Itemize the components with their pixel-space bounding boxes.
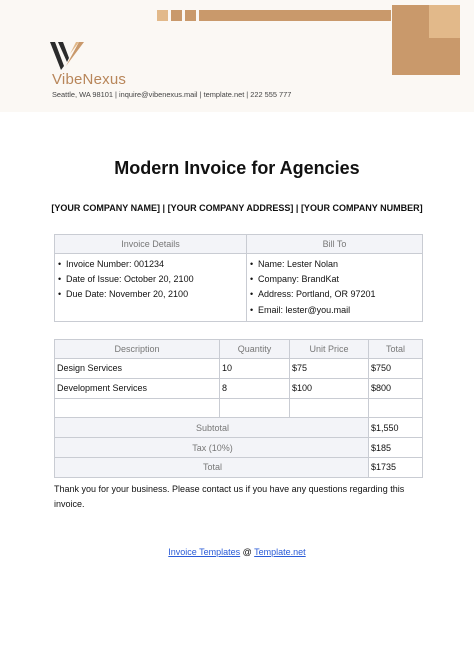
decor-block-inner xyxy=(429,5,460,38)
subtotal-row xyxy=(55,418,423,438)
invoice-templates-link[interactable]: Invoice Templates xyxy=(168,547,241,557)
invoice-details-table xyxy=(54,234,423,322)
cell-total: $750 xyxy=(369,359,423,379)
cell-description xyxy=(55,398,220,418)
decor-bar xyxy=(199,10,391,21)
subtotal-value: $1,550 xyxy=(369,418,423,438)
total-row xyxy=(55,457,423,477)
cell-description: Development Services xyxy=(55,378,220,398)
bill-address: • Address: Portland, OR 97201 xyxy=(250,287,422,302)
column-header-total: Total xyxy=(369,340,423,359)
tax-row xyxy=(55,438,423,458)
tax-value: $185 xyxy=(369,438,423,458)
cell-quantity: 8 xyxy=(220,378,290,398)
cell-unit-price: $75 xyxy=(290,359,369,379)
decor-square xyxy=(157,10,168,21)
brand-contact: Seattle, WA 98101 | inquire@vibenexus.mail | template.net | 222 555 777 xyxy=(52,90,292,99)
bill-name: • Name: Lester Nolan xyxy=(250,257,422,272)
due-date: • Due Date: November 20, 2100 xyxy=(58,287,246,302)
table-row xyxy=(55,359,423,379)
invoice-number: • Invoice Number: 001234 xyxy=(58,257,246,272)
thank-you-note: Thank you for your business. Please contact us if you have any questions regarding this invoice. xyxy=(54,484,405,509)
footer xyxy=(0,547,474,557)
page-title: Modern Invoice for Agencies xyxy=(114,158,360,178)
cell-total xyxy=(369,398,423,418)
column-header-unit-price: Unit Price xyxy=(290,340,369,359)
footer-separator: @ xyxy=(240,547,255,557)
total-label: Total xyxy=(55,457,369,477)
decor-square xyxy=(185,10,196,21)
decor-square xyxy=(171,10,182,21)
column-header-quantity: Quantity xyxy=(220,340,290,359)
cell-quantity: 10 xyxy=(220,359,290,379)
tax-label: Tax (10%) xyxy=(55,438,369,458)
company-info-line: [YOUR COMPANY NAME] | [YOUR COMPANY ADDRESS] | [YOUR COMPANY NUMBER] xyxy=(51,203,423,213)
bill-to-cell xyxy=(247,254,423,322)
cell-unit-price xyxy=(290,398,369,418)
line-items-table xyxy=(54,339,423,478)
subtotal-label: Subtotal xyxy=(55,418,369,438)
issue-date: • Date of Issue: October 20, 2100 xyxy=(58,272,246,287)
table-row xyxy=(55,398,423,418)
template-net-link[interactable]: Template.net xyxy=(254,547,306,557)
cell-unit-price: $100 xyxy=(290,378,369,398)
cell-total: $800 xyxy=(369,378,423,398)
bill-to-header: Bill To xyxy=(247,235,423,254)
cell-description: Design Services xyxy=(55,359,220,379)
vibenexus-logo-icon xyxy=(50,40,84,70)
bill-email: • Email: lester@you.mail xyxy=(250,303,422,318)
total-value: $1735 xyxy=(369,457,423,477)
bill-company: • Company: BrandKat xyxy=(250,272,422,287)
column-header-description: Description xyxy=(55,340,220,359)
invoice-details-cell xyxy=(55,254,247,322)
cell-quantity xyxy=(220,398,290,418)
brand-name: VibeNexus xyxy=(52,71,127,88)
table-row xyxy=(55,378,423,398)
invoice-details-header: Invoice Details xyxy=(55,235,247,254)
